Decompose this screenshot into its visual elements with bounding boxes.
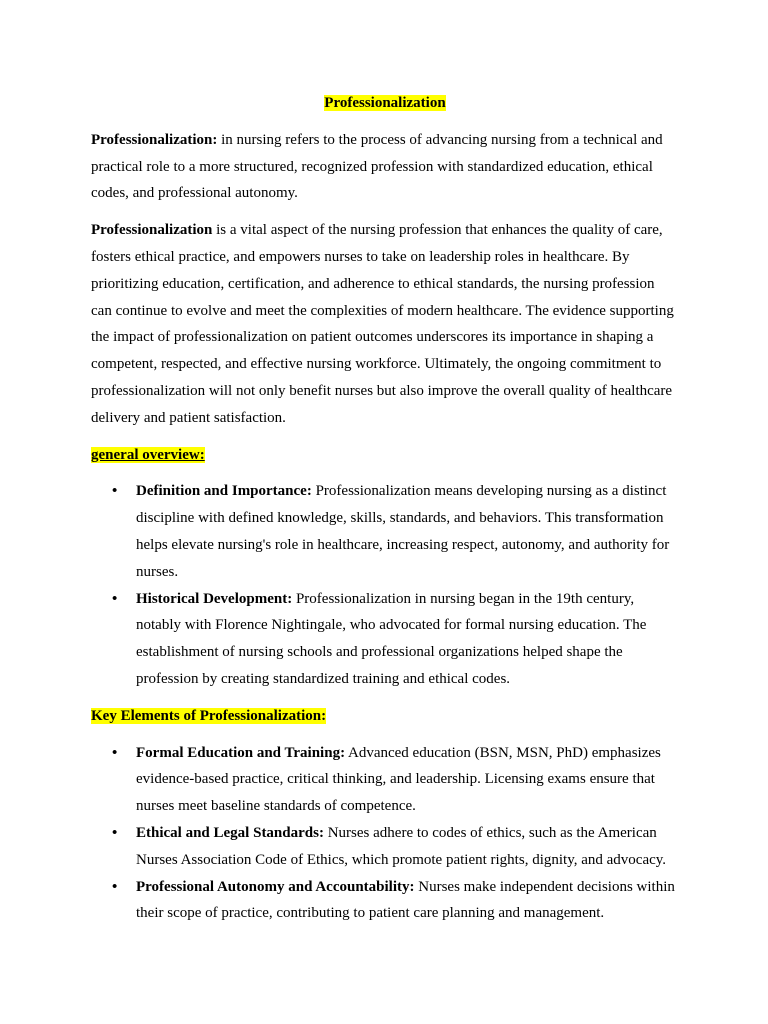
list-item-text: Advanced education (BSN, MSN, PhD) emphasizes evidence-based practice, critical thinking, and leadership. Licensing exams ensure that nurses meet baseline standards of competence.	[136, 744, 661, 815]
list-item-lead: Ethical and Legal Standards:	[136, 824, 324, 841]
bullet-icon: •	[112, 590, 118, 607]
key-elements-heading-row	[91, 703, 679, 730]
bullet-icon: •	[112, 744, 118, 761]
overview-heading: general overview:	[91, 446, 205, 463]
title-row	[91, 90, 679, 117]
key-elements-heading: Key Elements of Professionalization:	[91, 707, 327, 724]
list-item	[91, 740, 679, 820]
overview-list	[91, 478, 679, 692]
bullet-icon: •	[112, 483, 118, 500]
list-item-lead: Professional Autonomy and Accountability:	[136, 878, 415, 895]
list-item-lead: Formal Education and Training:	[136, 744, 346, 761]
list-item-text: Professionalization in nursing began in the 19th century, notably with Florence Nightingale, who advocated for formal nursing education. The establishment of nursing schools and professional organizations helped shape the profession by creating standardized training and ethical codes.	[136, 590, 647, 687]
paragraph-text: in nursing refers to the process of advancing nursing from a technical and practical role to a more structured, recognized profession with standardized education, ethical codes, and professional autonomy.	[91, 131, 663, 202]
definition-paragraph	[91, 127, 679, 207]
list-item	[91, 820, 679, 874]
list-item	[91, 478, 679, 585]
bullet-icon: •	[112, 824, 118, 841]
list-item-lead: Historical Development:	[136, 590, 293, 607]
importance-paragraph	[91, 217, 679, 431]
document-body	[91, 90, 679, 937]
list-item-text: Professionalization means developing nursing as a distinct discipline with defined knowledge, skills, standards, and behaviors. This transformation helps elevate nursing's role in healthcare, increasing respect, autonomy, and authority for nurses.	[136, 483, 670, 580]
document-title: Professionalization	[324, 95, 446, 111]
overview-heading-row	[91, 442, 679, 469]
paragraph-lead: Professionalization	[91, 222, 213, 239]
bullet-icon: •	[112, 878, 118, 895]
list-item-text: Nurses make independent decisions within their scope of practice, contributing to patient care planning and management.	[136, 878, 675, 922]
key-elements-list	[91, 740, 679, 928]
list-item	[91, 586, 679, 693]
list-item-text: Nurses adhere to codes of ethics, such as the American Nurses Association Code of Ethics, which promote patient rights, dignity, and advocacy.	[136, 824, 667, 868]
list-item	[91, 874, 679, 928]
paragraph-lead: Professionalization:	[91, 131, 218, 148]
paragraph-text: is a vital aspect of the nursing profession that enhances the quality of care, fosters ethical practice, and empowers nurses to take on leadership roles in healthcare. By prioritizing education, certification, and adherence to ethical standards, the nursing profession can continue to evolve and meet the complexities of modern healthcare. The evidence supporting the impact of professionalization on patient outcomes underscores its importance in shaping a competent, respected, and effective nursing workforce. Ultimately, the ongoing commitment to professionalization will not only benefit nurses but also improve the overall quality of healthcare delivery and patient satisfaction.	[91, 222, 674, 426]
list-item-lead: Definition and Importance:	[136, 483, 312, 500]
